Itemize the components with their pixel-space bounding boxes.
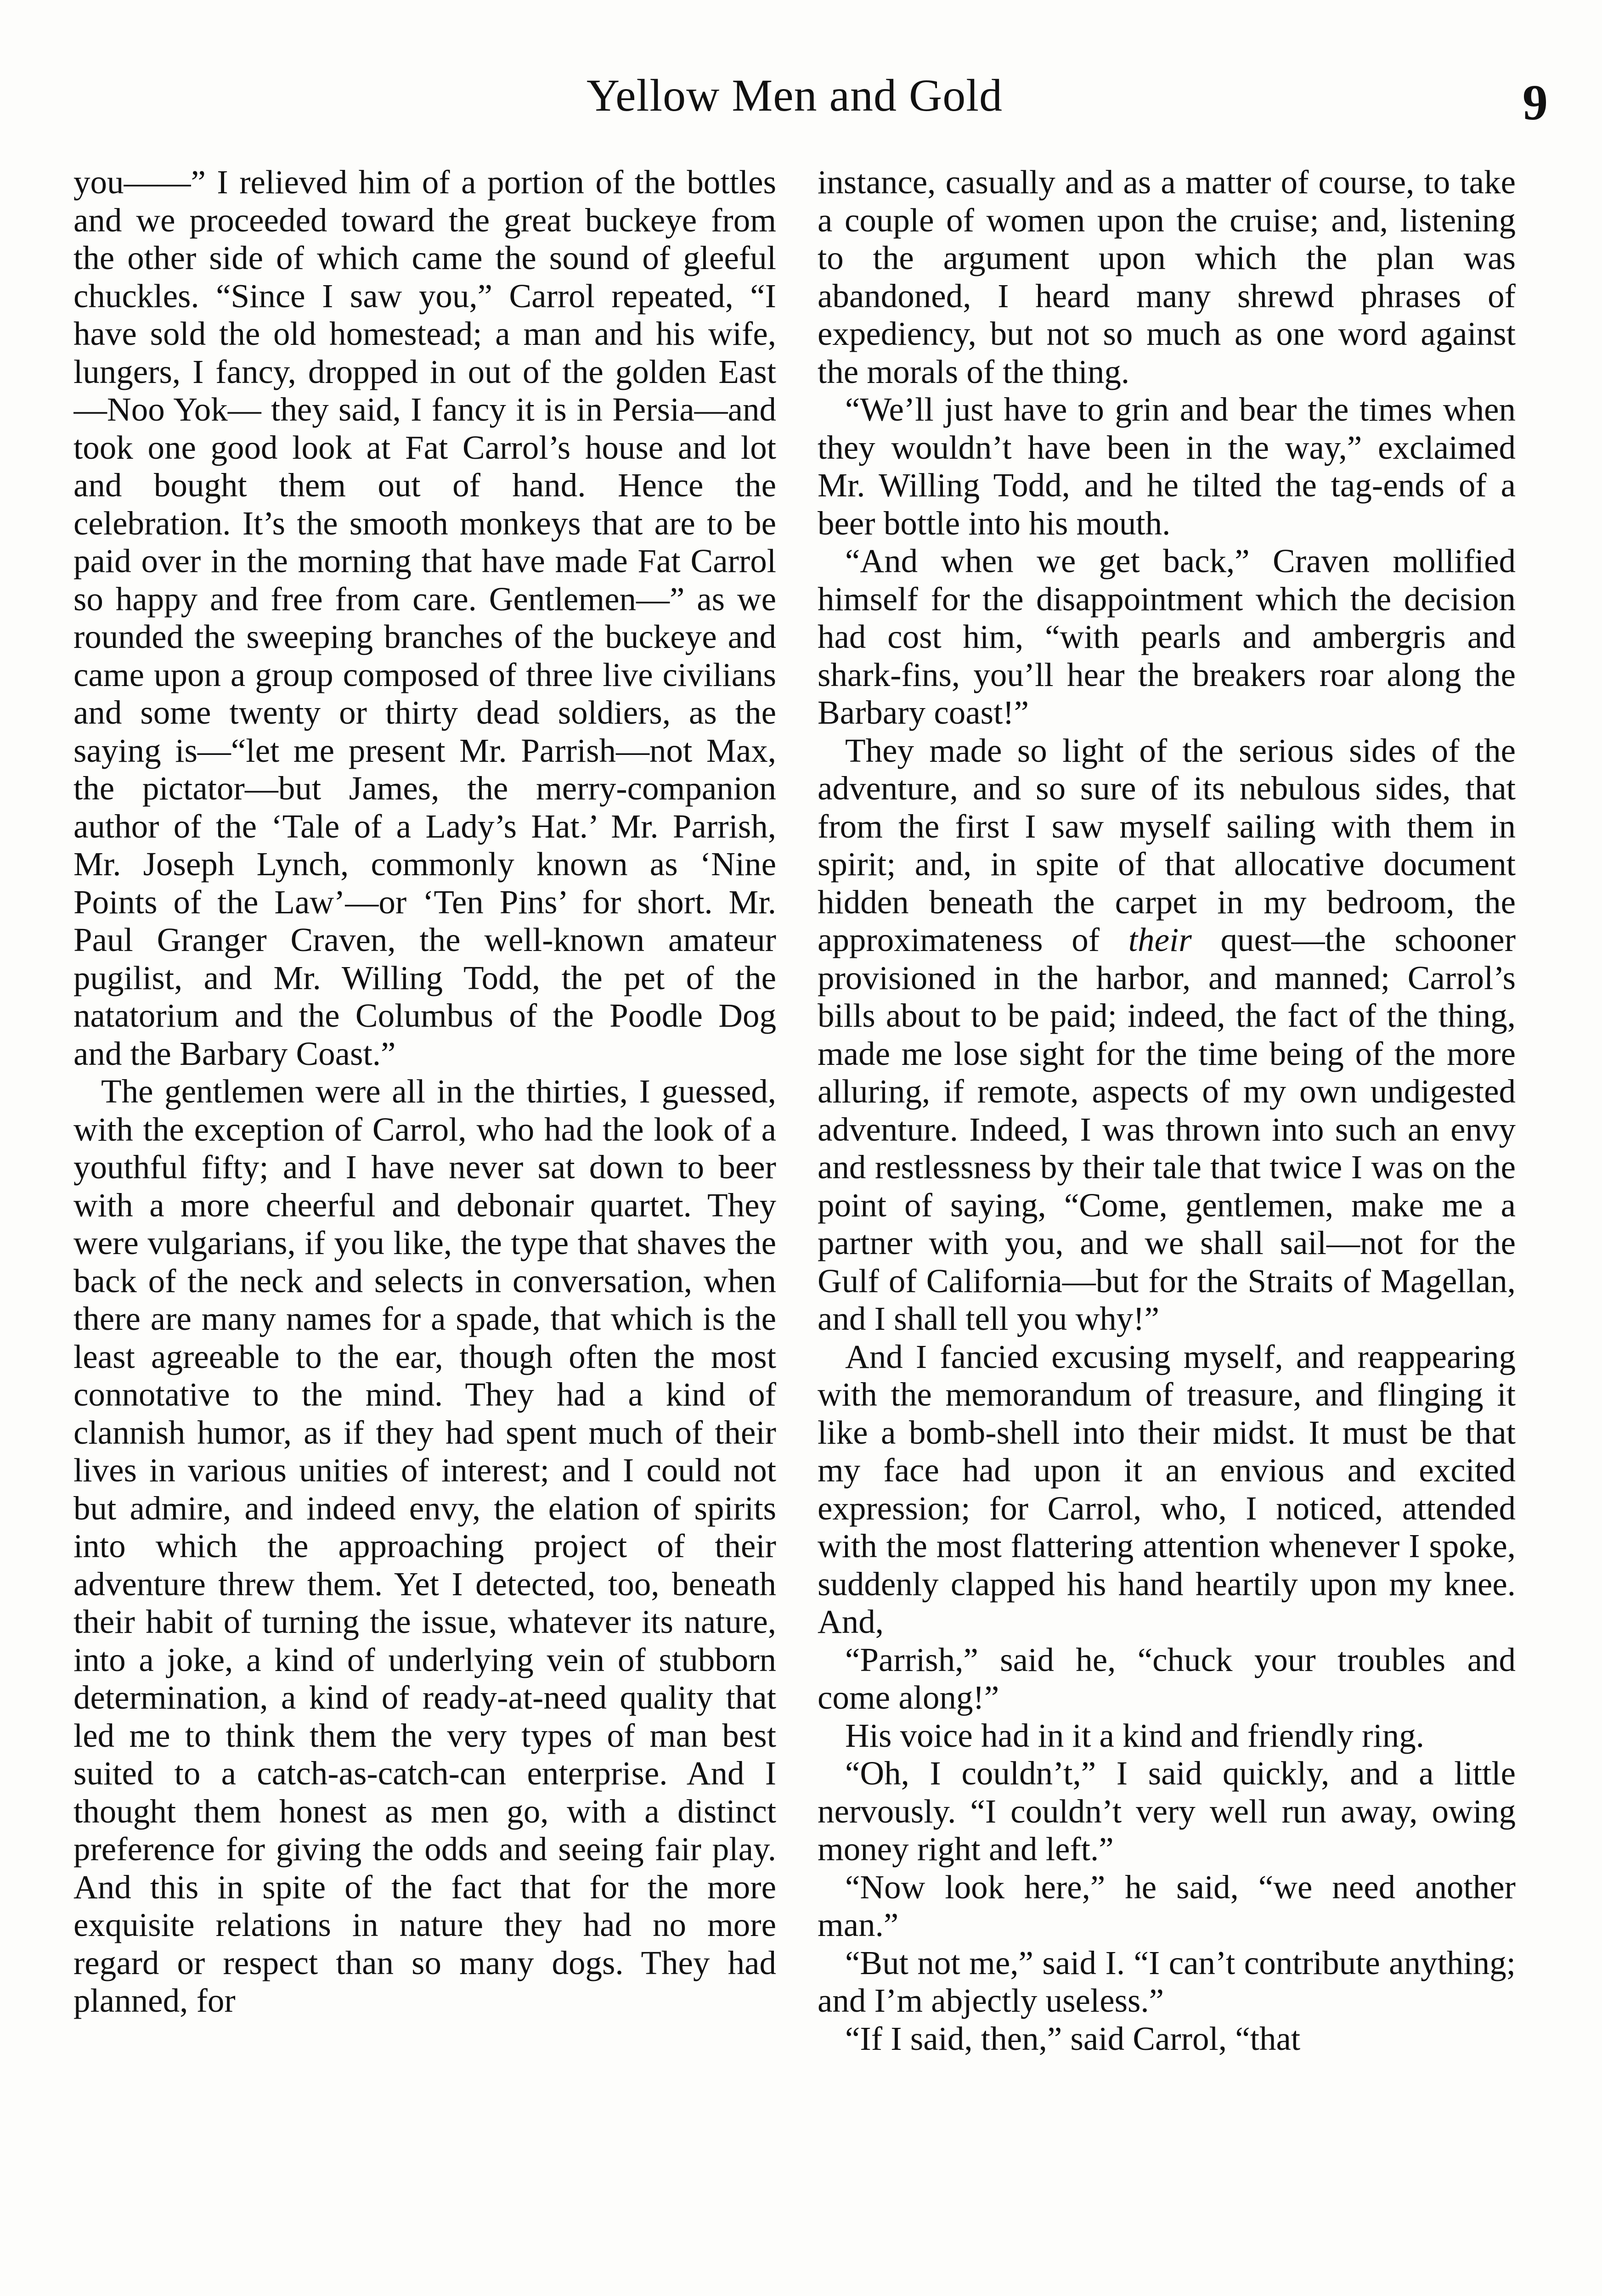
emphasized-word: their <box>1128 921 1192 958</box>
paragraph: “But not me,” said I. “I can’t contribute anything; and I’m abjectly useless.” <box>818 1944 1516 2019</box>
paragraph: “Parrish,” said he, “chuck your troubles and come along!” <box>818 1641 1516 1716</box>
paragraph-text: quest—the schooner provisioned in the harbor, and manned; Carrol’s bills about to be paid; indeed, the fact of the thing, made me lose sight for the time being of the more alluring, if remote, aspects of my own undigested adventure. Indeed, I was thrown into such an envy and restlessness by their tale that twice I was on the point of saying, “Come, gentlemen, make me a partner with you, and we shall sail—not for the Gulf of California—but for the Straits of Magellan, and I shall tell you why!” <box>818 921 1516 1337</box>
paragraph: “Oh, I couldn’t,” I said quickly, and a little nervously. “I couldn’t very well run away, owing money right and left.” <box>818 1755 1516 1868</box>
page-number: 9 <box>1523 74 1548 130</box>
paragraph: instance, casually and as a matter of course, to take a couple of women upon the cruise; and, listening to the argument upon which the plan was abandoned, I heard many shrewd phrases of expediency, but not so much as one word against the morals of the thing. <box>818 163 1516 390</box>
left-text-column <box>73 163 776 2296</box>
paragraph: And I fancied excusing myself, and reappearing with the memorandum of treasure, and flinging it like a bomb-shell into their midst. It must be that my face had upon it an envious and excited expression; for Carrol, who, I noticed, attended with the most flattering attention whenever I spoke, suddenly clapped his hand heartily upon my knee. And, <box>818 1338 1516 1640</box>
paragraph <box>818 732 1516 1338</box>
paragraph: The gentlemen were all in the thirties, I guessed, with the exception of Carrol, who had the look of a youthful fifty; and I have never sat down to beer with a more cheerful and debonair quartet. They were vulgarians, if you like, the type that shaves the back of the neck and selects in conversation, when there are many names for a spade, that which is the least agreeable to the ear, though often the most connotative to the mind. They had a kind of clannish humor, as if they had spent much of their lives in various unities of interest; and I could not but admire, and indeed envy, the elation of spirits into which the approaching project of their adventure threw them. Yet I detected, too, beneath their habit of turning the issue, whatever its nature, into a joke, a kind of underlying vein of stubborn determination, a kind of ready-at-need quality that led me to think them the very types of man best suited to a catch-as-catch-can enterprise. And I thought them honest as men go, with a distinct preference for giving the odds and seeing fair play. And this in spite of the fact that for the more exquisite relations in nature they had no more regard or respect than so many dogs. They had planned, for <box>73 1073 776 2019</box>
paragraph: “Now look here,” he said, “we need another man.” <box>818 1868 1516 1943</box>
paragraph: you——” I relieved him of a portion of the bottles and we proceeded toward the great buckeye from the other side of which came the sound of gleeful chuckles. “Since I saw you,” Carrol repeated, “I have sold the old homestead; a man and his wife, lungers, I fancy, dropped in out of the golden East—Noo Yok— they said, I fancy it is in Persia—and took one good look at Fat Carrol’s house and lot and bought them out of hand. Hence the celebration. It’s the smooth monkeys that are to be paid over in the morning that have made Fat Carrol so happy and free from care. Gentlemen—” as we rounded the sweeping branches of the buckeye and came upon a group composed of three live civilians and some twenty or thirty dead soldiers, as the saying is—“let me present Mr. Parrish—not Max, the pictator—but James, the merry-companion author of the ‘Tale of a Lady’s Hat.’ Mr. Parrish, Mr. Joseph Lynch, commonly known as ‘Nine Points of the Law’—or ‘Ten Pins’ for short. Mr. Paul Granger Craven, the well-known amateur pugilist, and Mr. Willing Todd, the pet of the natatorium and the Columbus of the Poodle Dog and the Barbary Coast.” <box>73 163 776 1072</box>
paragraph: “We’ll just have to grin and bear the times when they wouldn’t have been in the way,” exclaimed Mr. Willing Todd, and he tilted the tag-ends of a beer bottle into his mouth. <box>818 391 1516 542</box>
paragraph: His voice had in it a kind and friendly ring. <box>845 1716 1424 1754</box>
paragraph-text: They made so light of the serious sides of the adventure, and so sure of its nebulous sides, that from the first I saw myself sailing with them in spirit; and, in spite of that allocative document hidden beneath the carpet in my bedroom, the approximateness of <box>818 732 1516 958</box>
paragraph: “And when we get back,” Craven mollified himself for the disappointment which the decision had cost him, “with pearls and ambergris and shark-fins, you’ll hear the breakers roar along the Barbary coast!” <box>818 542 1516 731</box>
paragraph: “If I said, then,” said Carrol, “that <box>845 2020 1301 2057</box>
running-header-title: Yellow Men and Gold <box>586 70 1003 121</box>
right-text-column <box>818 163 1516 2296</box>
